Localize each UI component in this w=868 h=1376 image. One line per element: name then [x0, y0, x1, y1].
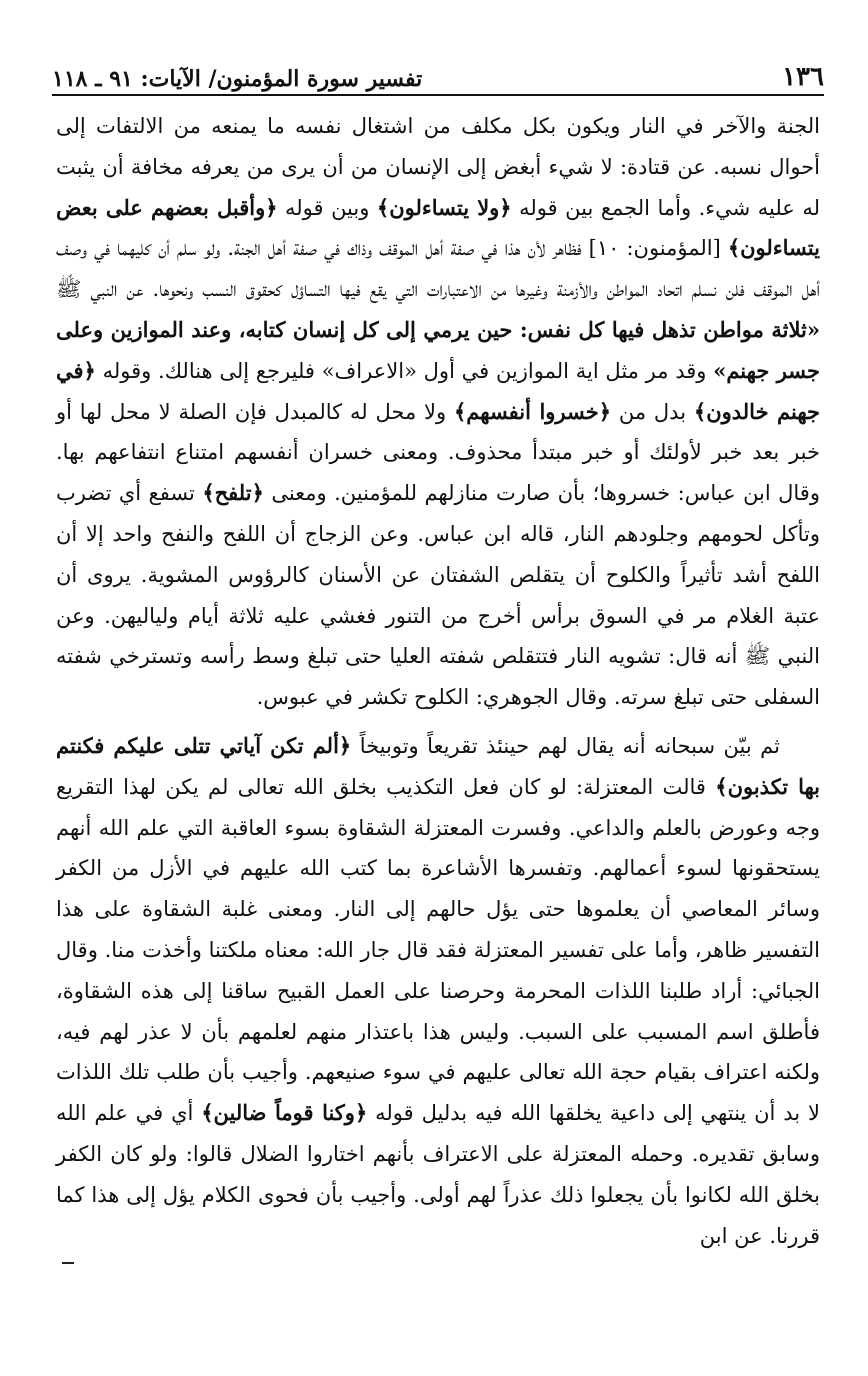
- running-title: تفسير سورة المؤمنون/ الآيات: ٩١ ـ ١١٨: [52, 66, 423, 92]
- quran-quote: ﴿خسروا أنفسهم﴾: [453, 398, 612, 424]
- text-run: تسفع أي تضرب وتأكل لحومهم وجلودهم النار، قاله ابن عباس. وعن الزجاج أن اللفح والنفح واحد إلا أن اللفح أشد تأثيراً والكلوح أن يتقلص الشفتان عن الأسنان كالرؤوس المشوية. يروى أن عتبة الغلام مر في السوق برأس أخرج من التنور فغشي عليه ثلاثة أيام ولياليهن. وعن النبي ﷺ أنه قال: تشويه النار فتتقلص شفته العليا حتى تبلغ وسط رأسه وتسترخي شفته السفلى حتى تبلغ سرته. وقال الجوهري: الكلوح تكشر في عبوس.: [56, 481, 820, 710]
- quran-quote: ﴿في جهنم خالدون﴾: [56, 357, 820, 424]
- text-run: ولا محل له كالمبدل فإن الصلة لا محل لها أو خبر بعد خبر لأولئك أو خبر مبتدأ محذوف. ومعنى خسران أنفسهم امتناع انتفاعهم بها. وقال ابن عباس: خسروها؛ بأن صارت منازلهم للمؤمنين. ومعنى: [56, 399, 820, 506]
- text-run: وبين قوله: [277, 195, 377, 220]
- hadith-quote: «ثلاثة مواطن تذهل فيها كل نفس: حين يرمي إلى كل إنسان كتابه، وعند الموازين وعلى جسر جهنم»: [56, 316, 820, 383]
- text-run: ثم بيّن سبحانه أنه يقال لهم حينئذ تقريعاً وتوبيخاً: [351, 733, 780, 758]
- paragraph-2: [56, 726, 820, 1256]
- text-run: [المؤمنون: ١٠] فظاهر لأن هذا في صفة أهل الموقف وذاك في صفة أهل الجنة. ولو سلم أن كليهما في وصف أهل الموقف فلن نسلم اتحاد المواطن والأزمنة وغيرها من الاعتبارات التي يقع فيها التساؤل كحقوق النسب ونحوها. عن النبي ﷺ: [56, 236, 820, 302]
- quran-quote: ﴿وأقبل بعضهم على بعض يتساءلون﴾: [56, 194, 820, 261]
- text-run: أي في علم الله وسابق تقديره. وحمله المعتزلة على الاعتراف بأنهم اختاروا الضلال قالوا: ولو كان الكفر بخلق الله لكانوا بأن يجعلوا ذلك عذراً لهم أولى. وأجيب بأن فحوى الكلام يؤل إلى هذا كما قررنا. عن ابن: [56, 1101, 820, 1248]
- page-number: ١٣٦: [782, 62, 824, 92]
- text-run: وقد مر مثل اية الموازين في أول «الاعراف» فليرجع إلى هنالك. وقوله: [95, 358, 714, 383]
- quran-quote: ﴿ولا يتساءلون﴾: [376, 194, 512, 220]
- quran-quote: ﴿تلفح﴾: [202, 480, 264, 506]
- quran-quote: ﴿ألم تكن آياتي تتلى عليكم فكنتم بها تكذبون﴾: [56, 732, 820, 799]
- text-run: قالت المعتزلة: لو كان فعل التكذيب بخلق الله تعالى لم يكن لهذا التقريع وجه وعورض بالعلم والداعي. وفسرت المعتزلة الشقاوة بسوء العاقبة التي علم الله أنهم يستحقونها لسوء أعمالهم. وتفسرها الأشاعرة بما كتب الله عليهم في الأزل من الكفر وسائر المعاصي أن يعلموها حتى يؤل حالهم إلى النار. ومعنى غلبة الشقاوة على هذا التفسير ظاهر، وأما على تفسير المعتزلة فقد قال جار الله: معناه ملكتنا وأخذت منا. وقال الجبائي: أراد طلبنا اللذات المحرمة وحرصنا على العمل القبيح ساقنا إلى هذه الشقاوة، فأطلق اسم المسبب على السبب. وليس هذا باعتذار منهم لعلمهم بأن لا عذر لهم فيه، ولكنه اعتراف بقيام حجة الله تعالى عليهم في سوء صنيعهم. وأجيب بأن طلب تلك اللذات لا بد أن ينتهي إلى داعية يخلقها الله فيه بدليل قوله: [56, 774, 821, 1126]
- footnote-dash: [62, 1262, 74, 1264]
- body-text: [56, 106, 820, 1256]
- page-header: [52, 52, 824, 96]
- text-run: الجنة والآخر في النار ويكون بكل مكلف من اشتغال نفسه ما يمنعه من الالتفات إلى أحوال نسبه. عن قتادة: لا شيء أبغض إلى الإنسان من أن يرى من يعرفه مخافة أن يثبت له عليه شيء. وأما الجمع بين قوله: [56, 114, 820, 220]
- text-run: بدل من: [611, 399, 694, 424]
- paragraph-1: [56, 106, 820, 718]
- quran-quote: ﴿وكنا قوماً ضالين﴾: [201, 1100, 368, 1126]
